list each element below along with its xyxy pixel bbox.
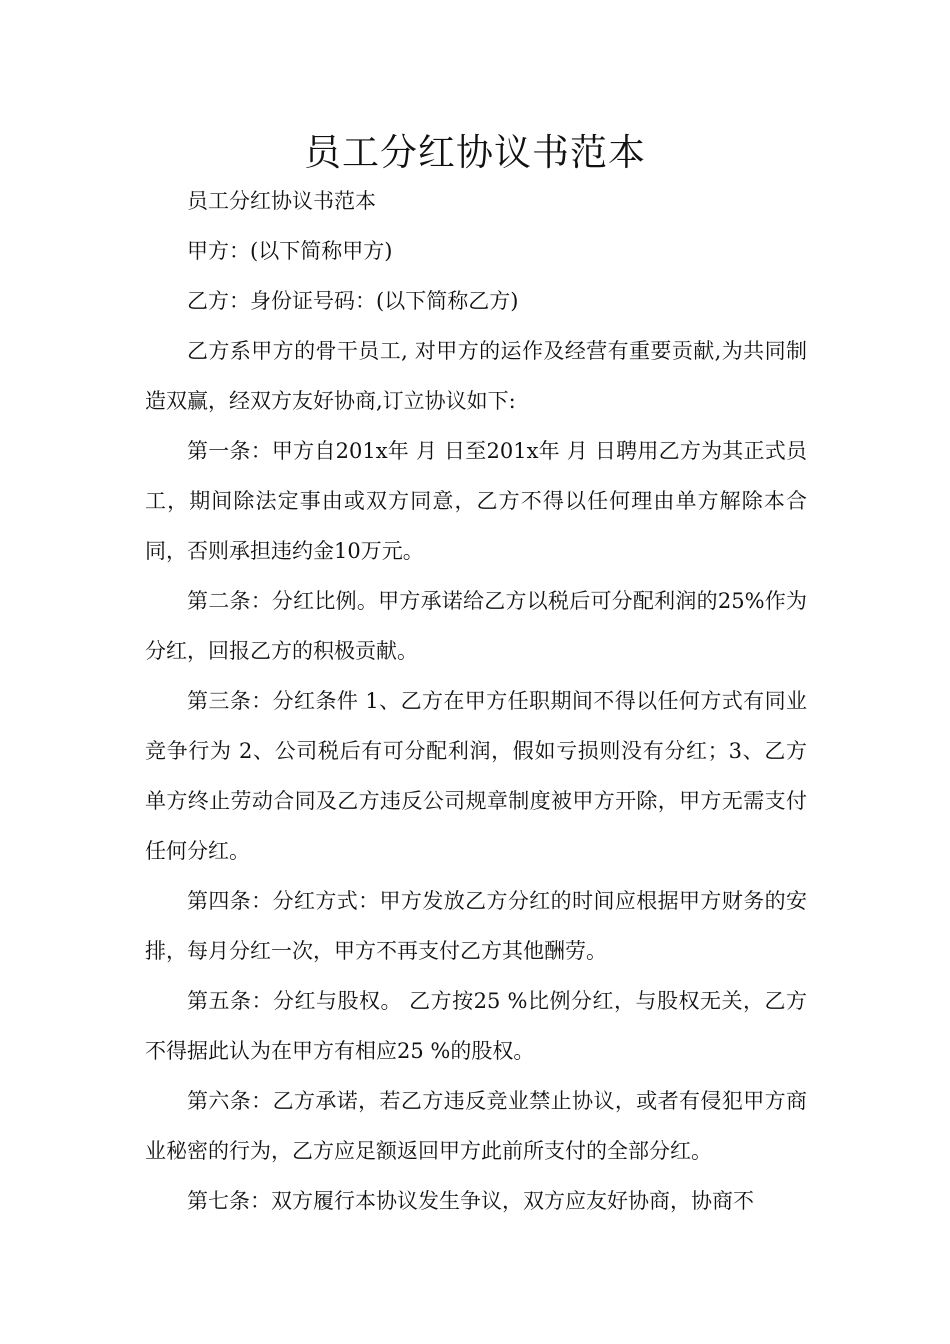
paragraph-party-a: 甲方：(以下简称甲方) [187,239,393,263]
document-title: 员工分红协议书范本 [304,131,646,174]
paragraph-article-4: 第四条：分红方式：甲方发放乙方分红的时间应根据甲方财务的安排，每月分红一次，甲方不再支付乙方其他酬劳。 [145,889,807,963]
paragraph-preamble: 乙方系甲方的骨干员工, 对甲方的运作及经营有重要贡献,为共同制造双赢，经双方友好协商,订立协议如下: [145,339,807,413]
paragraph-article-6: 第六条：乙方承诺，若乙方违反竞业禁止协议，或者有侵犯甲方商业秘密的行为，乙方应足额返回甲方此前所支付的全部分红。 [145,1089,807,1163]
paragraph-article-2: 第二条：分红比例。甲方承诺给乙方以税后可分配利润的25%作为分红，回报乙方的积极贡献。 [145,589,807,663]
paragraph-subtitle: 员工分红协议书范本 [187,189,376,213]
paragraph-party-b: 乙方：身份证号码：(以下简称乙方) [187,289,519,313]
paragraph-article-1: 第一条：甲方自201x年 月 日至201x年 月 日聘用乙方为其正式员工，期间除法定事由或双方同意，乙方不得以任何理由单方解除本合同，否则承担违约金10万元。 [145,439,807,563]
paragraph-article-5: 第五条：分红与股权。 乙方按25 %比例分红，与股权无关，乙方不得据此认为在甲方有相应25 %的股权。 [145,989,807,1063]
paragraph-article-3: 第三条：分红条件 1、乙方在甲方任职期间不得以任何方式有同业竞争行为 2、公司税后有可分配利润，假如亏损则没有分红；3、乙方单方终止劳动合同及乙方违反公司规章制度被甲方开除，甲方无需支付任何分红。 [145,689,807,863]
document-body [145,176,807,1226]
paragraph-article-7: 第七条：双方履行本协议发生争议，双方应友好协商，协商不 [187,1189,754,1213]
